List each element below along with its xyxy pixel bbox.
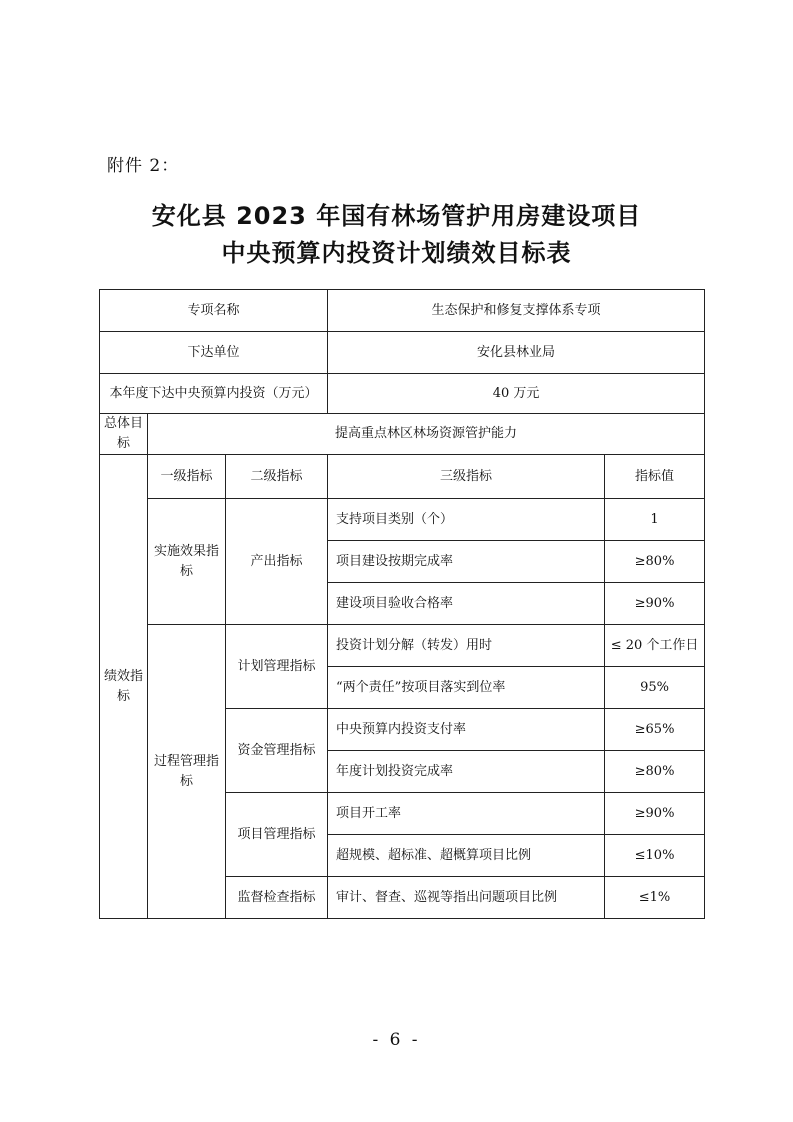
level2-project: 项目管理指标 [226, 793, 328, 877]
level2-plan: 计划管理指标 [226, 625, 328, 709]
indicator-cell: 中央预算内投资支付率 [328, 709, 605, 751]
indicator-cell: 项目开工率 [328, 793, 605, 835]
page-number: - 6 - [372, 1030, 421, 1050]
value-cell: ≥65% [605, 709, 705, 751]
indicator-cell: 年度计划投资完成率 [328, 751, 605, 793]
project-name-label: 专项名称 [100, 290, 328, 332]
overall-goal-label: 总体目标 [100, 414, 148, 455]
table-row [100, 414, 705, 455]
level1-effect: 实施效果指标 [148, 499, 226, 625]
indicator-cell: “两个责任”按项目落实到位率 [328, 667, 605, 709]
level1-process: 过程管理指标 [148, 625, 226, 919]
indicator-cell: 支持项目类别（个） [328, 499, 605, 541]
value-cell: ≥90% [605, 583, 705, 625]
performance-target-table [99, 289, 705, 919]
level2-fund: 资金管理指标 [226, 709, 328, 793]
value-cell: ≥80% [605, 541, 705, 583]
indicator-cell: 投资计划分解（转发）用时 [328, 625, 605, 667]
performance-label: 绩效指标 [100, 455, 148, 919]
project-name-value: 生态保护和修复支撑体系专项 [328, 290, 705, 332]
table-row [100, 374, 705, 414]
document-title-line1: 安化县 2023 年国有林场管护用房建设项目 [151, 202, 642, 230]
value-cell: 95% [605, 667, 705, 709]
value-cell: 1 [605, 499, 705, 541]
indicator-cell: 超规模、超标准、超概算项目比例 [328, 835, 605, 877]
indicator-cell: 项目建设按期完成率 [328, 541, 605, 583]
table-row [100, 499, 705, 541]
table-row [100, 290, 705, 332]
header-level3: 三级指标 [328, 455, 605, 499]
investment-value: 40 万元 [328, 374, 705, 414]
attachment-label: 附件 2： [107, 156, 180, 176]
value-cell: ≤10% [605, 835, 705, 877]
value-cell: ≥80% [605, 751, 705, 793]
issuing-unit-value: 安化县林业局 [328, 332, 705, 374]
document-title-line2: 中央预算内投资计划绩效目标表 [221, 239, 572, 267]
value-cell: ≥90% [605, 793, 705, 835]
investment-label: 本年度下达中央预算内投资（万元） [100, 374, 328, 414]
level2-output: 产出指标 [226, 499, 328, 625]
table-header-row [100, 455, 705, 499]
table-row [100, 625, 705, 667]
value-cell: ≤ 20 个工作日 [605, 625, 705, 667]
value-cell: ≤1% [605, 877, 705, 919]
overall-goal-value: 提高重点林区林场资源管护能力 [148, 414, 705, 455]
issuing-unit-label: 下达单位 [100, 332, 328, 374]
header-level1: 一级指标 [148, 455, 226, 499]
level2-supervision: 监督检查指标 [226, 877, 328, 919]
header-level2: 二级指标 [226, 455, 328, 499]
header-value: 指标值 [605, 455, 705, 499]
indicator-cell: 审计、督查、巡视等指出问题项目比例 [328, 877, 605, 919]
table-row [100, 332, 705, 374]
indicator-cell: 建设项目验收合格率 [328, 583, 605, 625]
